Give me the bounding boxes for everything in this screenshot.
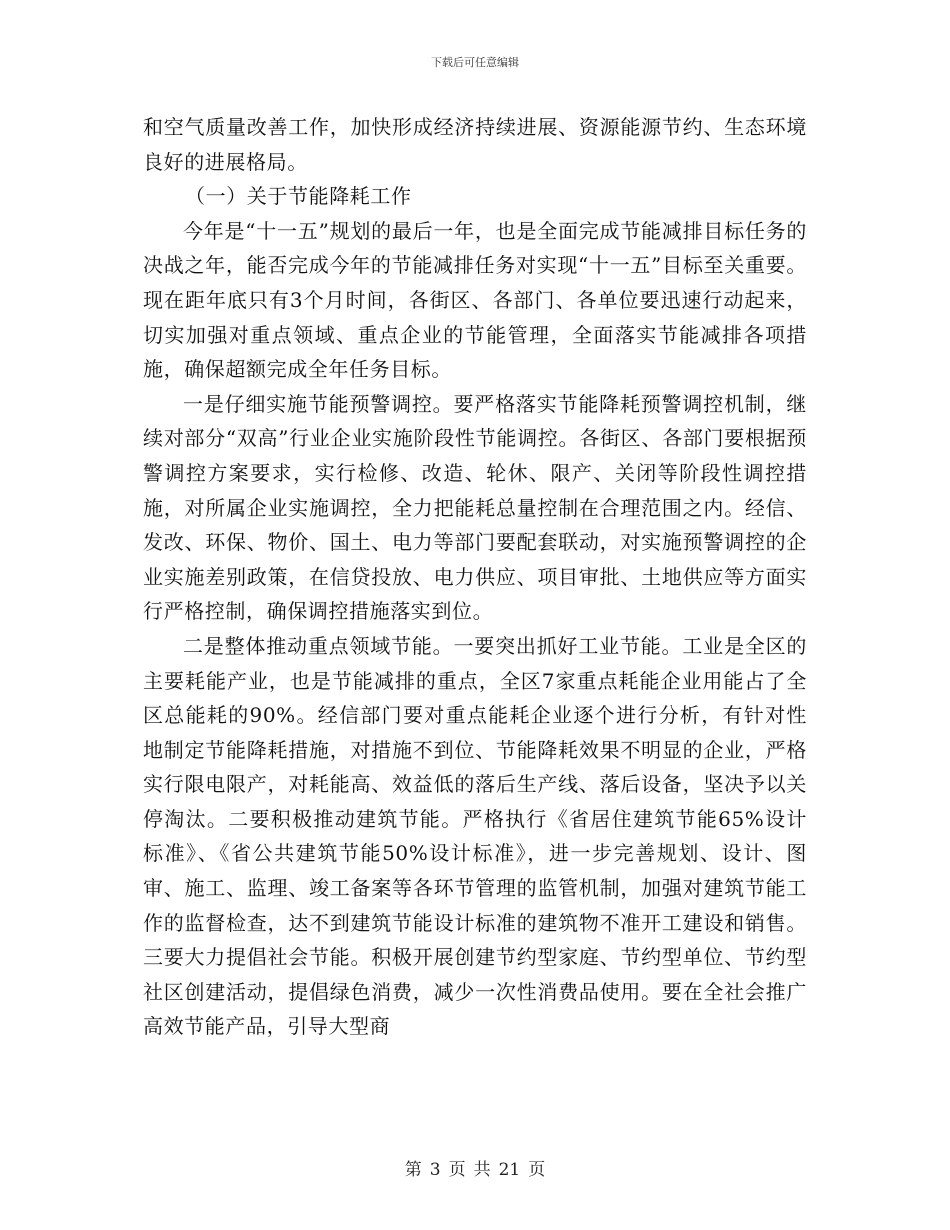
page-number: 3 — [429, 1160, 441, 1180]
page-header: 下载后可任意编辑 — [431, 56, 519, 69]
footer-gong: 共 — [473, 1160, 491, 1180]
document-body — [143, 110, 807, 1044]
paragraph: 二是整体推动重点领域节能。一要突出抓好工业节能。工业是全区的主要耗能产业，也是节能减排的重点，全区7家重点耗能企业用能占了全区总能耗的90%。经信部门要对重点能耗企业逐个进行分析，有针对性地制定节能降耗措施，对措施不到位、节能降耗效果不明显的企业，严格实行限电限产，对耗能高、效益低的落后生产线、落后设备，坚决予以关停淘汰。二要积极推动建筑节能。严格执行《省居住建筑节能65%设计标准》、《省公共建筑节能50%设计标准》，进一步完善规划、设计、图审、施工、监理、竣工备案等各环节管理的监管机制，加强对建筑节能工作的监督检查，达不到建筑节能设计标准的建筑物不准开工建设和销售。三要大力提倡社会节能。积极开展创建节约型家庭、节约型单位、节约型社区创建活动，提倡绿色消费，减少一次性消费品使用。要在全社会推广高效节能产品，引导大型商 — [143, 633, 807, 1039]
paragraph: 一是仔细实施节能预警调控。要严格落实节能降耗预警调控机制，继续对部分“双高”行业企业实施阶段性节能调控。各街区、各部门要根据预警调控方案要求，实行检修、改造、轮休、限产、关闭等阶段性调控措施，对所属企业实施调控，全力把能耗总量控制在合理范围之内。经信、发改、环保、物价、国土、电力等部门要配套联动，对实施预警调控的企业实施差别政策，在信贷投放、电力供应、项目审批、土地供应等方面实行严格控制，确保调控措施落实到位。 — [143, 391, 807, 624]
page-footer — [0, 1155, 950, 1180]
footer-ye-end: 页 — [528, 1160, 546, 1180]
total-pages: 21 — [498, 1160, 521, 1180]
paragraph-continuation: 和空气质量改善工作，加快形成经济持续进展、资源能源节约、生态环境良好的进展格局。 — [143, 115, 807, 174]
section-heading: （一）关于节能降耗工作 — [185, 184, 412, 209]
footer-di: 第 — [404, 1160, 422, 1180]
paragraph: 今年是“十一五”规划的最后一年，也是全面完成节能减排目标任务的决战之年，能否完成今年的节能减排任务对实现“十一五”目标至关重要。现在距年底只有3个月时间，各街区、各部门、各单位要迅速行动起来，切实加强对重点领域、重点企业的节能管理，全面落实节能减排各项措施，确保超额完成全年任务目标。 — [143, 218, 807, 382]
footer-ye: 页 — [448, 1160, 466, 1180]
